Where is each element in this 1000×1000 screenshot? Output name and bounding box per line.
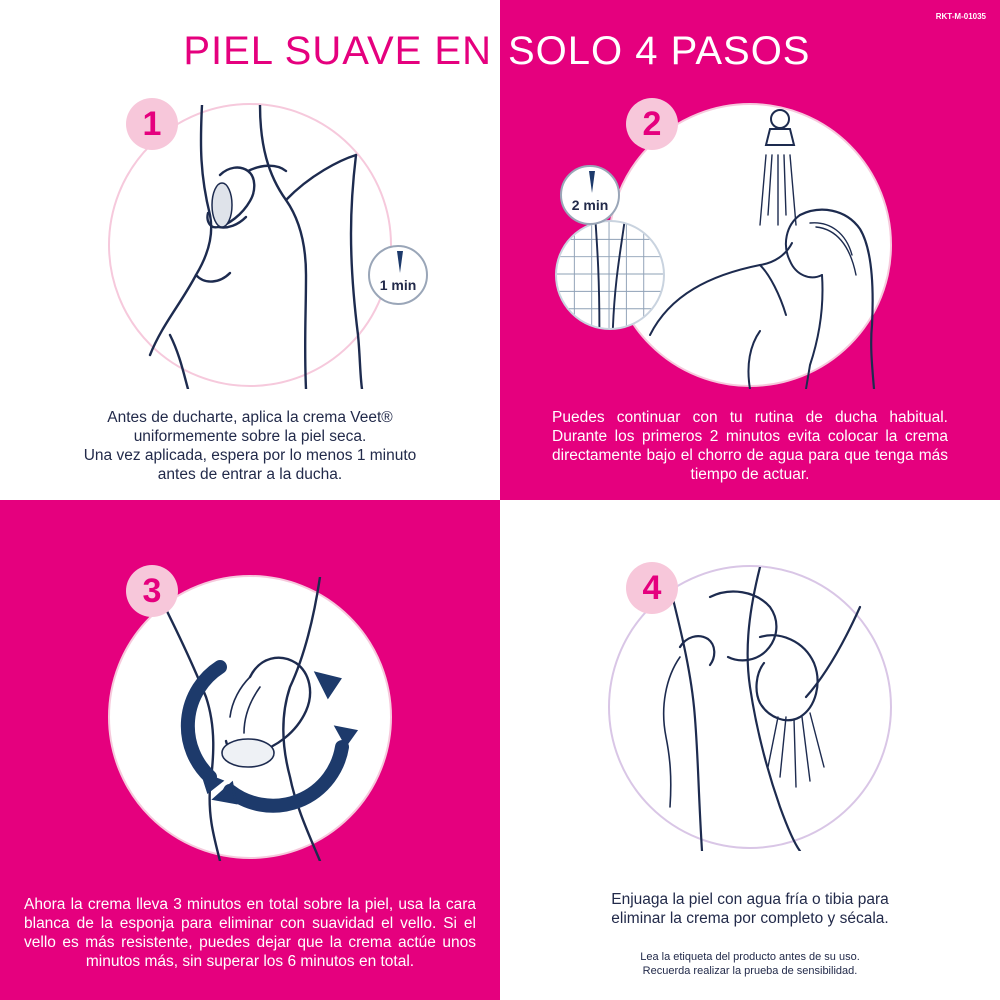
step-3-illustration-circle: [108, 575, 392, 859]
step-2-badge: 2: [626, 98, 678, 150]
step-3-badge: 3: [126, 565, 178, 617]
disclaimer-line-2: Recuerda realizar la prueba de sensibilidad.: [642, 965, 858, 977]
title-left: PIEL SUAVE EN: [183, 29, 492, 73]
disclaimer-note: [560, 950, 940, 978]
disclaimer-line-1: Lea la etiqueta del producto antes de su uso.: [640, 951, 860, 963]
title-right: SOLO 4 PASOS: [508, 29, 811, 73]
step-4-text: [540, 890, 960, 928]
step-1-line-1: Antes de ducharte, aplica la crema Veet®: [107, 409, 393, 426]
step-4-badge: 4: [626, 562, 678, 614]
step-2-timer-label: 2 min: [571, 197, 609, 213]
page-title: [0, 26, 1000, 76]
step-1-badge: 1: [126, 98, 178, 150]
step-4-line-2: eliminar la crema por completo y sécala.: [611, 910, 889, 927]
step-1-line-2: uniformemente sobre la piel seca.: [133, 428, 367, 445]
step-1-line-3: Una vez aplicada, espera por lo menos 1 minuto: [83, 447, 417, 464]
tile-grid-illustration: [557, 222, 663, 328]
step-2-tiles-inset: [555, 220, 665, 330]
step-4-line-1: Enjuaga la piel con agua fría o tibia para: [611, 891, 889, 908]
step-2-text: Puedes continuar con tu rutina de ducha habitual. Durante los primeros 2 minutos evita colocar la crema directamente bajo el chorro de agua para que tenga más tiempo de actuar.: [552, 409, 948, 483]
step-2-timer: [560, 165, 620, 225]
step-1-text: [40, 408, 460, 484]
step-1-line-4: antes de entrar a la ducha.: [157, 466, 343, 483]
product-code: RKT-M-01035: [935, 12, 986, 21]
timer-hand-icon: [397, 251, 403, 273]
timer-hand-icon: [589, 171, 595, 193]
step-1-timer-label: 1 min: [379, 277, 417, 293]
step-1-timer: [368, 245, 428, 305]
step-3-text: Ahora la crema lleva 3 minutos en total sobre la piel, usa la cara blanca de la esponja para eliminar con suavidad el vello. Si el vello es más resistente, puedes dejar que la crema actúe unos minutos más, sin superar los 6 minutos en total.: [24, 896, 476, 970]
leg-sponge-illustration: [110, 577, 394, 861]
